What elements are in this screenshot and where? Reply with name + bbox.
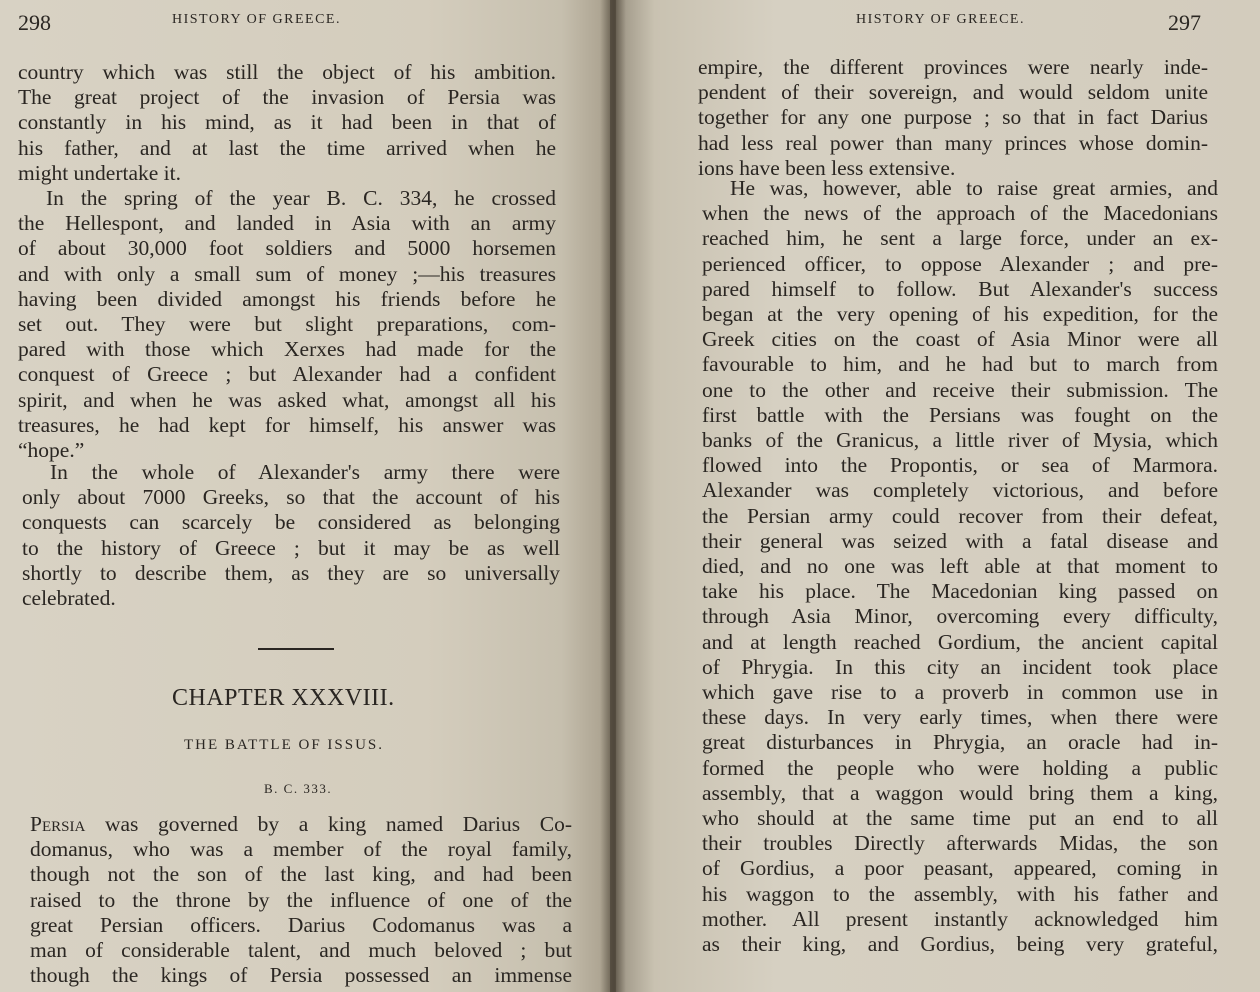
text-line: constantly in his mind, as it had been in that of: [18, 110, 556, 135]
text-line: having been divided amongst his friends before he: [18, 286, 556, 311]
chapter-date: B. C. 333.: [264, 781, 333, 796]
text-line: The great project of the invasion of Persia was: [18, 85, 556, 110]
left-para-2: [18, 186, 556, 463]
text-line: of Phrygia. In this city an incident took place: [702, 654, 1218, 679]
text-line: through Asia Minor, overcoming every difficulty,: [702, 604, 1218, 629]
right-running-head: HISTORY OF GREECE.: [856, 12, 1025, 27]
chapter-title: CHAPTER XXXVIII.: [172, 685, 395, 711]
text-line: died, and no one was left able at that moment to: [702, 554, 1218, 579]
text-line: spirit, and when he was asked what, amongst all his: [18, 387, 556, 412]
text-line: In the spring of the year B. C. 334, he crossed: [46, 186, 556, 210]
text-line: their troubles Directly afterwards Midas, the son: [702, 831, 1218, 856]
text-line: formed the people who were holding a public: [702, 755, 1218, 780]
text-line: country which was still the object of his ambition.: [18, 60, 556, 84]
right-para-1: [698, 55, 1208, 181]
left-para-4: [30, 812, 572, 988]
text-line: one to the other and receive their submission. The: [702, 377, 1218, 402]
left-para-3: [22, 460, 560, 611]
text-line: empire, the different provinces were nearly inde-: [698, 55, 1208, 79]
text-line: raised to the throne by the influence of one of the: [30, 887, 572, 912]
text-line: when the news of the approach of the Macedonians: [702, 201, 1218, 226]
text-line: conquests can scarcely be considered as belonging: [22, 510, 560, 535]
text-line: conquest of Greece ; but Alexander had a confident: [18, 362, 556, 387]
text-line: pared with those which Xerxes had made for the: [18, 337, 556, 362]
text-line: take his place. The Macedonian king passed on: [702, 579, 1218, 604]
text-line: Greek cities on the coast of Asia Minor were all: [702, 327, 1218, 352]
text-line: though not the son of the last king, and had been: [30, 862, 572, 887]
text-line: of Gordius, a poor peasant, appeared, coming in: [702, 856, 1218, 881]
text-line: set out. They were but slight preparations, com-: [18, 312, 556, 337]
text-line: assembly, that a waggon would bring them a king,: [702, 780, 1218, 805]
text-line: perienced officer, to oppose Alexander ; and pre-: [702, 251, 1218, 276]
text-line: celebrated.: [22, 586, 116, 611]
text-line: the Hellespont, and landed in Asia with an army: [18, 211, 556, 236]
text-line: though the kings of Persia possessed an immense: [30, 963, 572, 988]
text-line: [30, 812, 572, 837]
text-line: treasures, he had kept for himself, his answer was: [18, 412, 556, 437]
text-line: might undertake it.: [18, 160, 182, 185]
text-line: great disturbances in Phrygia, an oracle had in-: [702, 730, 1218, 755]
text-line: together for any one purpose ; so that in fact Darius: [698, 105, 1208, 130]
text-line: He was, however, able to raise great armies, and: [730, 176, 1218, 200]
text-line: first battle with the Persians was fought on the: [702, 402, 1218, 427]
right-para-2: [702, 176, 1218, 957]
text-line: and with only a small sum of money ;—his treasures: [18, 261, 556, 286]
text-line: to the history of Greece ; but it may be as well: [22, 535, 560, 560]
text-line: as their king, and Gordius, being very grateful,: [702, 932, 1218, 957]
text-line: favourable to him, and he had but to march from: [702, 352, 1218, 377]
text-line: domanus, who was a member of the royal family,: [30, 837, 572, 862]
text-line: ions have been less extensive.: [698, 155, 956, 180]
text-line: the Persian army could recover from their defeat,: [702, 503, 1218, 528]
text-line: mother. All present instantly acknowledged him: [702, 906, 1218, 931]
section-divider: [258, 648, 334, 650]
text-line: his waggon to the assembly, with his father and: [702, 881, 1218, 906]
text-line: their general was seized with a fatal disease and: [702, 528, 1218, 553]
text-line: man of considerable talent, and much beloved ; but: [30, 938, 572, 963]
text-line: flowed into the Propontis, or sea of Marmora.: [702, 453, 1218, 478]
left-page: [0, 0, 610, 992]
drop-word: Persia: [30, 812, 86, 836]
chapter-subtitle: THE BATTLE OF ISSUS.: [184, 737, 385, 753]
text-line: his father, and at last the time arrived when he: [18, 135, 556, 160]
text-line-rest: was governed by a king named Darius Co-: [85, 812, 572, 836]
left-para-1: [18, 60, 556, 186]
text-line: banks of the Granicus, a little river of Mysia, which: [702, 428, 1218, 453]
text-line: of about 30,000 foot soldiers and 5000 horsemen: [18, 236, 556, 261]
text-line: Alexander was completely victorious, and before: [702, 478, 1218, 503]
text-line: had less real power than many princes whose domin-: [698, 130, 1208, 155]
text-line: shortly to describe them, as they are so universally: [22, 560, 560, 585]
left-page-number: 298: [18, 10, 51, 35]
book-gutter: [600, 0, 626, 992]
text-line: reached him, he sent a large force, under an ex-: [702, 226, 1218, 251]
text-line: pendent of their sovereign, and would seldom unite: [698, 80, 1208, 105]
left-running-head: HISTORY OF GREECE.: [172, 12, 341, 27]
right-page-number: 297: [1168, 10, 1201, 35]
text-line: who should at the same time put an end to all: [702, 806, 1218, 831]
text-line: only about 7000 Greeks, so that the account of his: [22, 485, 560, 510]
text-line: which gave rise to a proverb in common use in: [702, 680, 1218, 705]
text-line: great Persian officers. Darius Codomanus was a: [30, 912, 572, 937]
text-line: these days. In very early times, when there were: [702, 705, 1218, 730]
text-line: pared himself to follow. But Alexander's success: [702, 276, 1218, 301]
text-line: and at length reached Gordium, the ancient capital: [702, 629, 1218, 654]
text-line: “hope.”: [18, 438, 85, 463]
right-page: [616, 0, 1260, 992]
text-line: In the whole of Alexander's army there were: [50, 460, 560, 484]
text-line: began at the very opening of his expedition, for the: [702, 302, 1218, 327]
